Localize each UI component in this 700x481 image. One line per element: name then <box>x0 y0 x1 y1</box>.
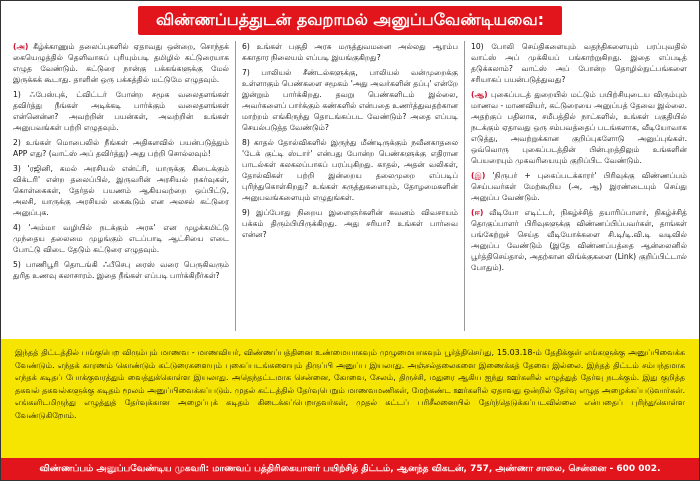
address-footer: விண்ணப்பம் அனுப்பவேண்டிய முகவரி: மாணவப் பத்திரிகையாளர் பயிற்சித் திட்டம், ஆனந்த விகடன், 757, அண்ணா சாலை, சென்னை - 600 002. <box>1 458 699 480</box>
instructions-columns <box>7 41 693 331</box>
paragraph: 10) போலி செய்திகளையும் வதந்திகளையும் பரப்புவதில் வாட்ஸ் அப் முக்கியப் பங்காற்றுகிறது. இதை எப்படித் தடுக்கலாம்? வாட்ஸ் அப் போன்ற தொழில்நுட்பங்களை சரியாகப் பயன்படுத்துவது? <box>471 42 687 84</box>
paragraph: 5) பாணிபூரி தொடங்கி ஃபீசெபு ரைஸ் வரை பெருகிவரும் துரித உணவு கலாசாரம். இதை நீங்கள் எப்படி பார்க்கிறீர்கள்? <box>13 260 229 280</box>
paragraph: (இ) 'நிருபர் + புகைப்படக்காரர்' பிரிவுக்கு விண்ணப்பம் செய்பவர்கள் மேற்கூறிய (அ, ஆ) இரண்டையும் செய்து அனுப்ப வேண்டும். <box>471 171 687 202</box>
paragraph: 3) 'ரஜினி, கமல் அரசியல் என்ட்ரி, யாருக்கு கிடைக்கும் விக்டரி' என்ற தலைப்பில், இருவரின் அரசியல் நகர்வுகள், கொள்கைகள், தேர்தல் பயணம் ஆகியவற்றை ஒப்பிட்டு, அலசி, யாருக்கு அரசியல் கைகூடும் என அலசல் கட்டுரை அனுப்புக. <box>13 164 229 217</box>
notice-text: இந்தத் திட்டத்தில் பங்குபெற விரும்பும் மாணவ - மாணவியர், விண்ணப்பத்தினை உண்மையாகவும் முழுமையாகவும் பூர்த்திசெய்து, 15.03.18-ம் தேதிக்குள் எங்களுக்கு அனுப்பிவைக்க வேண்டும். எந்தக் காரணம் கொண்டும் கட்டுரைகளையும் புகைப்படங்களையும் திருப்பி அனுப்ப இயலாது. அஞ்சல்தலைகளை இணைக்கத் தேவை இல்லை. இந்தத் திட்டம் சம்பந்தமாக எந்தக் கடிதப் போக்குவரத்தும் வைத்துக்கொள்ள இயலாது. அதெந்தட்டமாக சென்னை, கோவை, சேலம், திருச்சி, மதுரை ஆகிய ஐந்து ஊர்களில் எழுத்துத் தேர்வு நடக்கும். இது குறித்த தகவல் தகவல்களுக்கு கடிதம் மூலம் அனுப்பிவைக்கப்படும். முதல் கட்டத்தில் தேர்வுபெறும் மாணவமணிகள், மேற்கண்ட ஊர்களில் ஏதாவது ஒன்றில் தேர்வு எழுத அழைக்கப்படுவார்கள். எங்களிடமிருந்து எழுத்துத் தேர்வுக்கான அழைப்புக் கடிதம் கிடைக்கப்பெறாதவர்கள், முதல் கட்டப் பரிசீலனையில் தேர்ந்தெடுக்கப்படவில்லை என்பதைப் புரிந்துகொள்ள வேண்டுகிறோம். <box>15 348 685 420</box>
paragraph: 8) காதல் தோல்விகளில் இருந்து மீண்டிருக்கும் நவீனகாதலை 'டேக் குட்டி ஸ்டார்' என்பது போன்ற பெண்களுக்கு எதிரான பாடல்கள் கலகலப்பாகப் பரப்புகிறது. காதல், அதன் வலிகள், தோல்விகள் பற்றி இன்றைய தலைமுறை எப்படிப் புரிந்துகொள்கிறது? உங்கள் கருத்துகளையும், தோழமைகளின் அனுபவங்களையும் எழுதுங்கள். <box>242 138 458 202</box>
column-1 <box>7 41 235 331</box>
paragraph: (அ) கீழ்க்காணும் தலைப்புகளில் ஏதாவது ஒன்றை, சொந்தக் கையெழுத்தில் தெளிவாகப் புரியும்படி தமிழில் கட்டுரையாக எழுத வேண்டும். கட்டுரை நான்கு பக்கங்களுக்கு மேல் இருக்கக் கூடாது. தாளின் ஒரு பக்கத்தில் மட்டுமே எழுதவும். <box>13 42 229 84</box>
paragraph: 6) உங்கள் பகுதி அரசு மருத்துவமனை அல்லது ஆரம்ப சுகாதார நிலையம் எப்படி இயங்குகிறது? <box>242 42 458 62</box>
paragraph: (ஆ) புகைப்படத் துறையில் மட்டும் பயிற்சியுடைய விரும்பும் மாணவ - மாணவியர், கட்டுரையை அனுப்பத் தேவை இல்லை. அதற்குப் பதிலாக, சமீபத்தில் நாட்களில், உங்கள் பகுதியில் நடக்கும் ஏதாவது ஒரு சம்பவத்தைப் படங்களாக, வீடியோவாக எடுத்து, அவற்றுக்கான குறிப்புகளோடு அனுப்புங்கள். ஒவ்வொரு புகைப்படத்தின் பின்புறத்திலும் உங்களின் பெயரையும் முகவரியையும் குறிப்பிட வேண்டும். <box>471 90 687 165</box>
notice-box <box>1 339 699 459</box>
column-2 <box>235 41 464 331</box>
paragraph: 4) 'அம்மா வழியில் நடக்கும் அரசு' என முழக்கமிட்டு முந்தைய தலைமை முழங்கும் எடப்பாடி ஆட்சியை எடை போட்டு விடை தேடும் கட்டுரை எழுதவும். <box>13 223 229 254</box>
paragraph: 9) இப்போது நிறைய இளைஞர்களின் கவனம் விவசாயம் பக்கம் திரும்பியிருக்கிறது. அது சரியா? உங்கள் பார்வை என்ன? <box>242 208 458 239</box>
paragraph: 1) ஃபேஸ்புக், ட்விட்டர் போன்ற சமூக வலைதளங்கள் தவிர்த்து நீங்கள் அடிக்கடி பார்க்கும் வலைதளங்கள் என்னென்ன? அவற்றின் பயன்கள், அவற்றின் உங்கள் அனுபவங்கள் பற்றி எழுதவும். <box>13 90 229 132</box>
page-title: விண்ணப்பத்துடன் தவறாமல் அனுப்பவேண்டியவை: <box>138 6 562 35</box>
paragraph: (ஈ) வீடியோ எடிட்டர், நிகழ்ச்சித் தயாரிப்பாளர், நிகழ்ச்சித் தொகுப்பாளர் பிரிவுகளுக்கு விண்ணப்பிப்பவர்கள், தாங்கள் பங்கேற்றுச் செய்த வீடியோக்களை சி.டி/டி.வி.டி வடிவில் அனுப்ப வேண்டும் (இதே விண்ணப்பத்தை ஆன்லைனில் பூர்த்திசெய்தால், அதற்கான லிங்க்குகளை (Link) குறிப்பிட்டால் போதும்). <box>471 208 687 272</box>
column-3 <box>464 41 693 331</box>
paragraph: 7) பாலியல் சீண்டல்களுக்கு, பாலியல் வன்முறைக்கு உள்ளாகும் பெண்களை சமூகம் 'அது அவர்களின் தப்பு' என்றே இன்றும் பார்க்கிறது. தவறு பெண்களிடம் இல்லை, அவர்களைப் பார்க்கும் கண்களில் என்பதை உணர்த்துவதற்கான மாற்றம் எங்கிருந்து தொடங்கப்பட வேண்டும்? அதை எப்படி செயல்படுத்த வேண்டும்? <box>242 68 458 132</box>
title-bar <box>1 1 699 39</box>
paragraph: 2) உங்கள் மொபைலில் நீங்கள் அதிகளவில் பயன்படுத்தும் APP எது? (வாட்ஸ் அப் தவிர்த்து) அது பற்றி சொல்லவும்! <box>13 138 229 158</box>
